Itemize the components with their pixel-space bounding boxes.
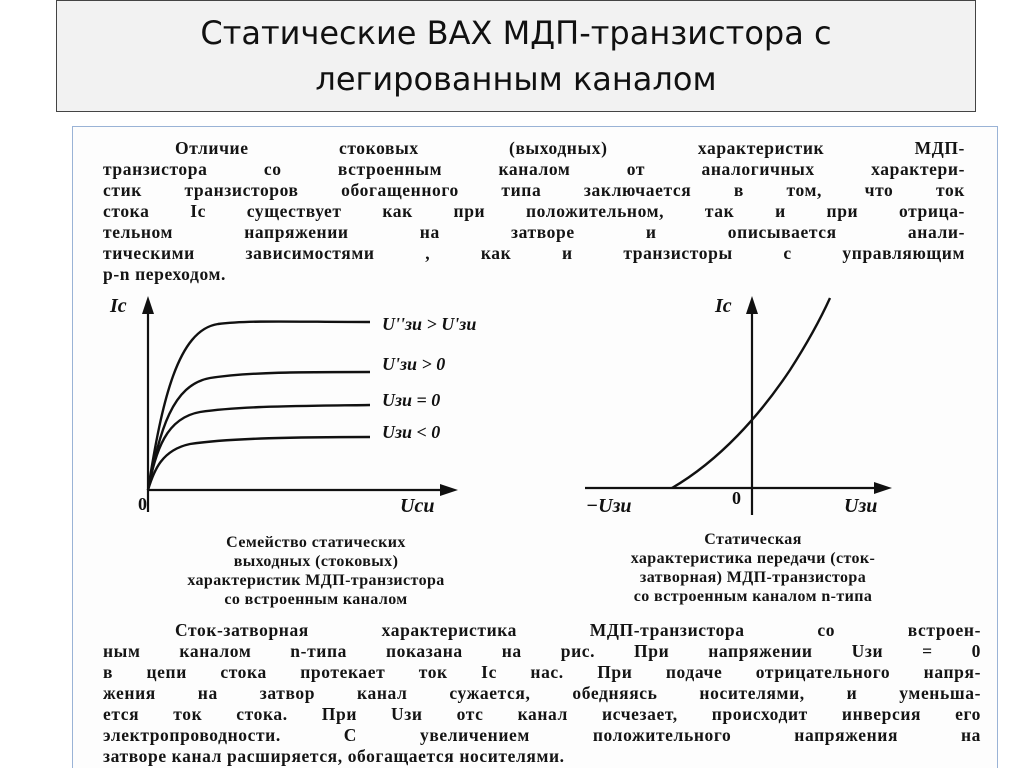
text-line: ным каналом n-типа показана на рис. При напряжении Uзи = 0 bbox=[103, 641, 981, 661]
x-axis-arrow bbox=[440, 484, 458, 496]
curve-2 bbox=[148, 372, 370, 490]
transfer-characteristic-figure bbox=[580, 290, 900, 525]
text-line: Сток-затворная характеристика МДП-транзистора со встроен- bbox=[175, 620, 981, 640]
text-line: стока Iс существует как при положительном, так и при отрица- bbox=[103, 201, 965, 221]
text-line: транзистора со встроенным каналом от аналогичных характери- bbox=[103, 159, 965, 179]
text-line: в цепи стока протекает ток Iс нас. При подаче отрицательного напря- bbox=[103, 662, 981, 682]
intro-paragraph bbox=[103, 138, 965, 285]
caption-line: Статическая bbox=[704, 531, 802, 548]
caption-line: со встроенным каналом bbox=[224, 591, 408, 608]
text-line: ется ток стока. При Uзи отс канал исчезает, происходит инверсия его bbox=[103, 704, 981, 724]
caption-line: выходных (стоковых) bbox=[233, 553, 399, 570]
caption-line: Семейство статических bbox=[226, 534, 406, 551]
x-axis-arrow bbox=[874, 482, 892, 494]
text-line: электропроводности. С увеличением положительного напряжения на bbox=[103, 725, 981, 745]
y-axis-arrow bbox=[746, 296, 758, 314]
text-line: Отличие стоковых (выходных) характеристик МДП- bbox=[175, 138, 965, 158]
text-line: затворе канал расширяется, обогащается носителями. bbox=[103, 746, 565, 766]
x-axis-label: Uзи bbox=[844, 495, 878, 517]
text-line: p-n переходом. bbox=[103, 264, 226, 284]
origin-label: 0 bbox=[138, 494, 147, 514]
y-axis-label: Iс bbox=[715, 295, 732, 317]
y-axis-label: Iс bbox=[110, 295, 127, 317]
output-characteristics-figure bbox=[100, 290, 540, 525]
caption-line: со встроенным каналом n-типа bbox=[633, 588, 873, 605]
right-figure-caption bbox=[548, 530, 958, 606]
x-axis-label: Uси bbox=[400, 495, 435, 517]
text-line: жения на затвор канал сужается, обедняясь носителями, и уменьша- bbox=[103, 683, 981, 703]
origin-label: 0 bbox=[732, 488, 741, 508]
curve-label-2: U'зи > 0 bbox=[382, 354, 446, 374]
curve-label-4: Uзи < 0 bbox=[382, 422, 441, 442]
text-line: тельном напряжении на затворе и описывается анали- bbox=[103, 222, 965, 242]
caption-line: характеристик МДП-транзистора bbox=[187, 572, 445, 589]
transfer-paragraph bbox=[103, 620, 981, 767]
title-line-1: Статические ВАХ МДП-транзистора с bbox=[200, 14, 832, 52]
slide-title bbox=[56, 0, 976, 112]
curve-label-3: Uзи = 0 bbox=[382, 390, 441, 410]
caption-line: характеристика передачи (сток- bbox=[630, 550, 876, 567]
curve-4 bbox=[148, 437, 370, 490]
caption-line: затворная) МДП-транзистора bbox=[639, 569, 867, 586]
text-line: стик транзисторов обогащенного типа заключается в том, что ток bbox=[103, 180, 965, 200]
text-line: тическими зависимостями , как и транзисторы с управляющим bbox=[103, 243, 965, 263]
y-axis-arrow bbox=[142, 296, 154, 314]
curve-label-1: U''зи > U'зи bbox=[382, 314, 477, 334]
title-line-2: легированным каналом bbox=[315, 60, 717, 98]
neg-ugs-label: −Uзи bbox=[586, 495, 632, 517]
left-figure-caption bbox=[96, 533, 536, 609]
